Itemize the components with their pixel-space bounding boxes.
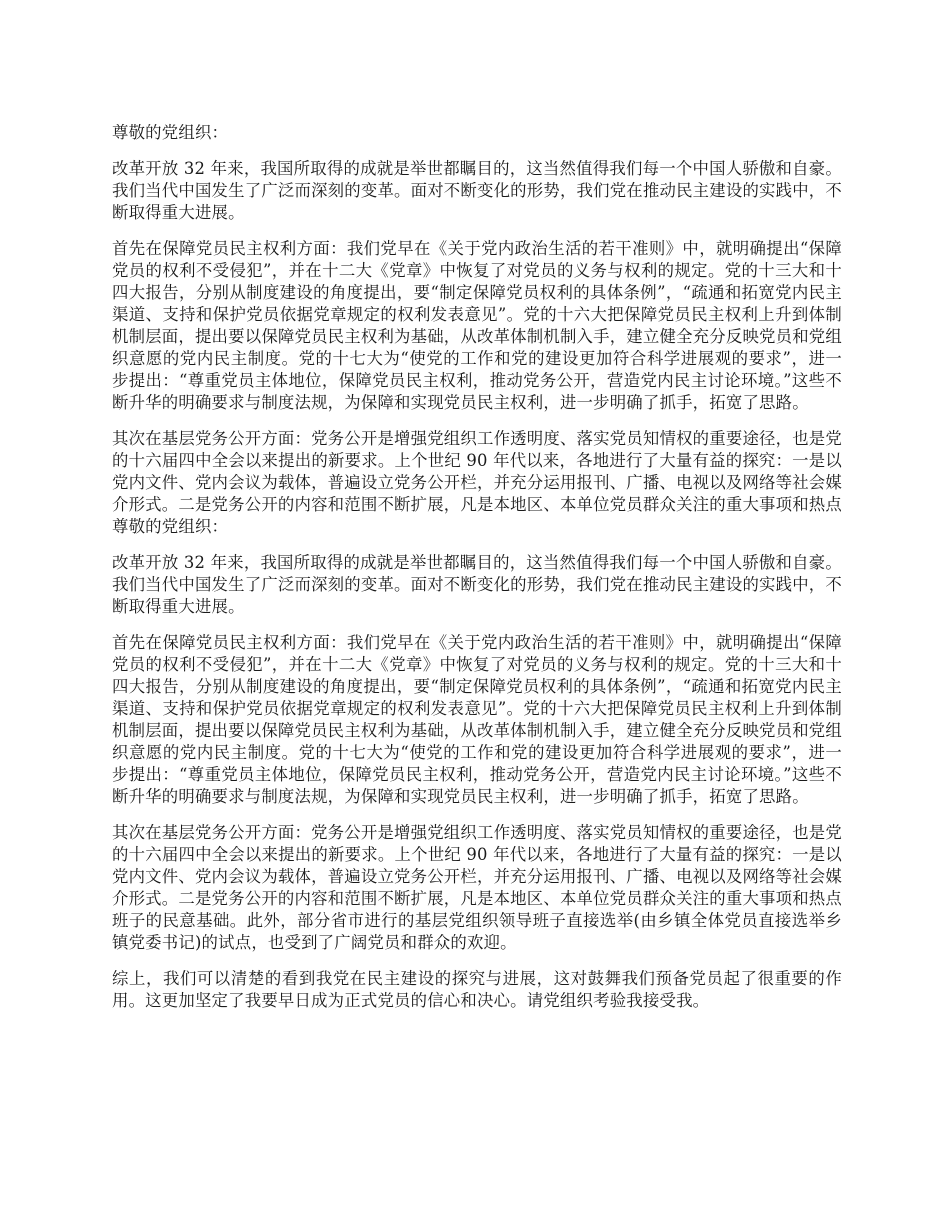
paragraph-1: 改革开放 32 年来，我国所取得的成就是举世都瞩目的，这当然值得我们每一个中国人骄傲和自豪。我们当代中国发生了广泛而深刻的变革。面对不断变化的形势，我们党在推动民主建设的实践中，不断取得重大进展。 <box>112 159 842 222</box>
document-page <box>112 122 842 1026</box>
paragraph-6: 其次在基层党务公开方面：党务公开是增强党组织工作透明度、落实党员知情权的重要途径，也是党的十六届四中全会以来提出的新要求。上个世纪 90 年代以来，各地进行了大量有益的探究：一是以党内文件、党内会议为载体，普遍设立党务公开栏，并充分运用报刊、广播、电视以及网络等社会媒介形式。二是党务公开的内容和范围不断扩展，凡是本地区、本单位党员群众关注的重大事项和热点班子的民意基础。此外，部分省市进行的基层党组织领导班子直接选举(由乡镇全体党员直接选举乡镇党委书记)的试点，也受到了广阔党员和群众的欢迎。 <box>112 823 842 952</box>
paragraph-2: 首先在保障党员民主权利方面：我们党早在《关于党内政治生活的若干准则》中，就明确提出“保障党员的权利不受侵犯”，并在十二大《党章》中恢复了对党员的义务与权利的规定。党的十三大和十四大报告，分别从制度建设的角度提出，要“制定保障党员权利的具体条例”，“疏通和拓宽党内民主渠道、支持和保护党员依据党章规定的权利发表意见”。党的十六大把保障党员民主权利上升到体制机制层面，提出要以保障党员民主权利为基础，从改革体制机制入手，建立健全充分反映党员和党组织意愿的党内民主制度。党的十七大为“使党的工作和党的建设更加符合科学进展观的要求”，进一步提出：“尊重党员主体地位，保障党员民主权利，推动党务公开，营造党内民主讨论环境。”这些不断升华的明确要求与制度法规，为保障和实现党员民主权利，进一步明确了抓手，拓宽了思路。 <box>112 239 842 412</box>
salutation: 尊敬的党组织： <box>112 123 229 142</box>
paragraph-3: 其次在基层党务公开方面：党务公开是增强党组织工作透明度、落实党员知情权的重要途径，也是党的十六届四中全会以来提出的新要求。上个世纪 90 年代以来，各地进行了大量有益的探究：一是以党内文件、党内会议为载体，普遍设立党务公开栏，并充分运用报刊、广播、电视以及网络等社会媒介形式。二是党务公开的内容和范围不断扩展，凡是本地区、本单位党员群众关注的重大事项和热点尊敬的党组织： <box>112 429 842 536</box>
paragraph-7: 综上，我们可以清楚的看到我党在民主建设的探究与进展，这对鼓舞我们预备党员起了很重要的作用。这更加坚定了我要早日成为正式党员的信心和决心。请党组织考验我接受我。 <box>112 969 842 1010</box>
paragraph-5: 首先在保障党员民主权利方面：我们党早在《关于党内政治生活的若干准则》中，就明确提出“保障党员的权利不受侵犯”，并在十二大《党章》中恢复了对党员的义务与权利的规定。党的十三大和十四大报告，分别从制度建设的角度提出，要“制定保障党员权利的具体条例”，“疏通和拓宽党内民主渠道、支持和保护党员依据党章规定的权利发表意见”。党的十六大把保障党员民主权利上升到体制机制层面，提出要以保障党员民主权利为基础，从改革体制机制入手，建立健全充分反映党员和党组织意愿的党内民主制度。党的十七大为“使党的工作和党的建设更加符合科学进展观的要求”，进一步提出：“尊重党员主体地位，保障党员民主权利，推动党务公开，营造党内民主讨论环境。”这些不断升华的明确要求与制度法规，为保障和实现党员民主权利，进一步明确了抓手，拓宽了思路。 <box>112 633 842 806</box>
paragraph-4: 改革开放 32 年来，我国所取得的成就是举世都瞩目的，这当然值得我们每一个中国人骄傲和自豪。我们当代中国发生了广泛而深刻的变革。面对不断变化的形势，我们党在推动民主建设的实践中，不断取得重大进展。 <box>112 553 842 616</box>
